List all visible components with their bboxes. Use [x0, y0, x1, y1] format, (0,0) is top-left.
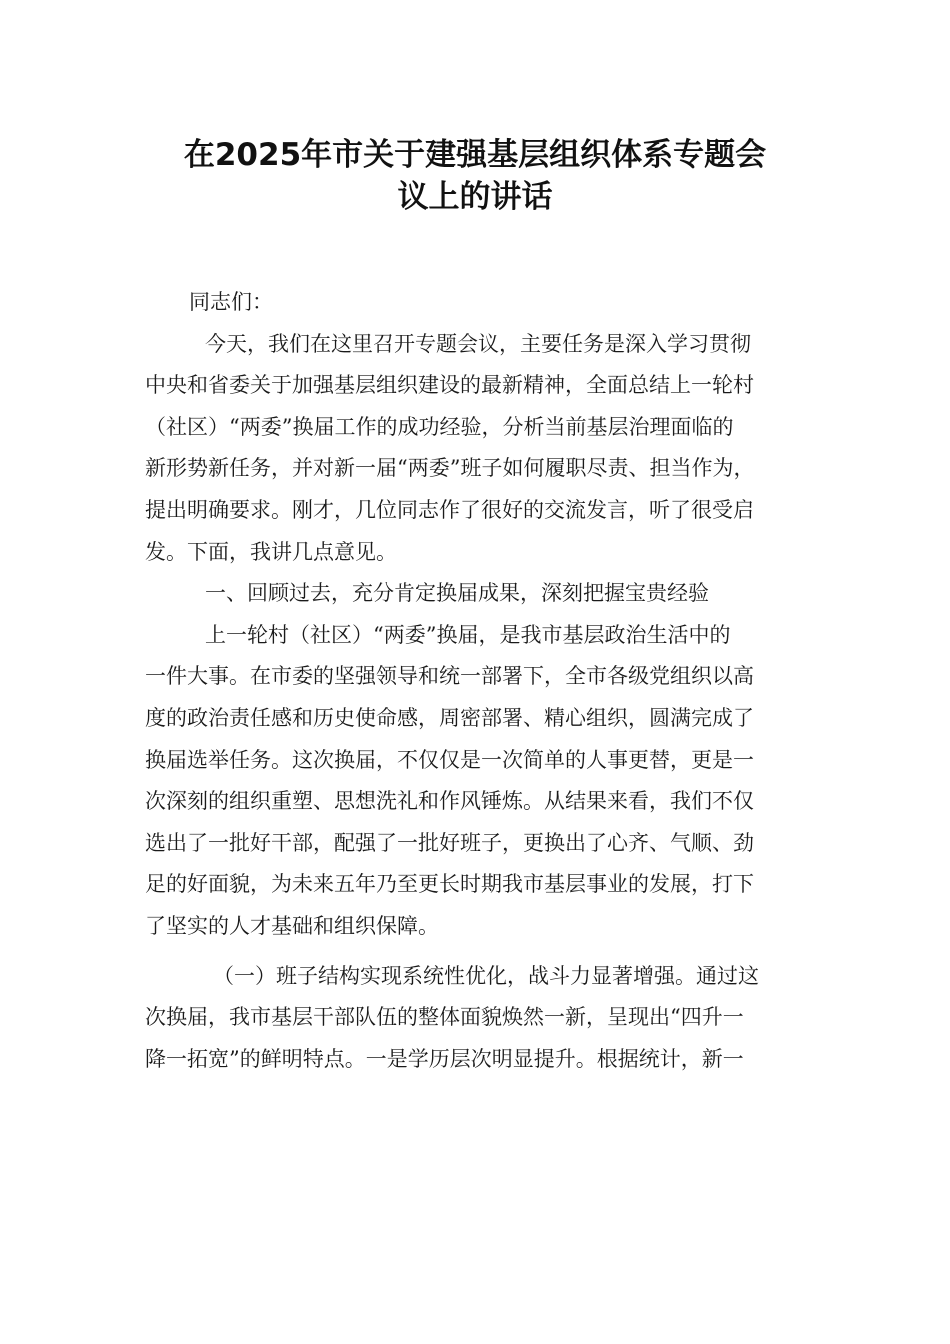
- paragraph-line: 度的政治责任感和历史使命感，周密部署、精心组织，圆满完成了: [145, 705, 754, 730]
- greeting: 同志们：: [189, 290, 273, 314]
- document-body: [145, 282, 823, 1080]
- document-title: [120, 130, 830, 213]
- title-line-2: 议上的讲话: [397, 178, 553, 215]
- paragraph-intro: [145, 324, 823, 574]
- paragraph-review: [145, 615, 823, 948]
- title-line-1: 在2025年市关于建强基层组织体系专题会: [183, 137, 767, 173]
- paragraph-line: 中央和省委关于加强基层组织建设的最新精神，全面总结上一轮村: [145, 373, 754, 398]
- paragraph-line: 次深刻的组织重塑、思想洗礼和作风锤炼。从结果来看，我们不仅: [145, 789, 754, 814]
- paragraph-structure: [145, 956, 823, 1081]
- paragraph-line: 了坚实的人才基础和组织保障。: [145, 913, 439, 938]
- paragraph-line: 发。下面，我讲几点意见。: [145, 539, 397, 564]
- spacer: [145, 948, 823, 956]
- paragraph-line: 降一拓宽”的鲜明特点。一是学历层次明显提升。根据统计，新一: [145, 1046, 744, 1071]
- paragraph-line: 今天，我们在这里召开专题会议，主要任务是深入学习贯彻: [205, 331, 751, 356]
- paragraph-line: 提出明确要求。刚才，几位同志作了很好的交流发言，听了很受启: [145, 497, 754, 522]
- paragraph-line: 一件大事。在市委的坚强领导和统一部署下，全市各级党组织以高: [145, 664, 754, 689]
- paragraph-line: 新形势新任务，并对新一届“两委”班子如何履职尽责、担当作为，: [145, 456, 755, 481]
- paragraph-line: 次换届，我市基层干部队伍的整体面貌焕然一新，呈现出“四升一: [145, 1005, 744, 1030]
- paragraph-line: （社区）“两委”换届工作的成功经验，分析当前基层治理面临的: [145, 414, 734, 439]
- paragraph-line: （一）班子结构实现系统性优化，战斗力显著增强。通过这: [213, 963, 759, 988]
- paragraph-line: 选出了一批好干部，配强了一批好班子，更换出了心齐、气顺、劲: [145, 830, 754, 855]
- section-heading: 一、回顾过去，充分肯定换届成果，深刻把握宝贵经验: [205, 581, 709, 606]
- paragraph-line: 足的好面貌，为未来五年乃至更长时期我市基层事业的发展，打下: [145, 872, 754, 897]
- paragraph-line: 换届选举任务。这次换届，不仅仅是一次简单的人事更替，更是一: [145, 747, 754, 772]
- paragraph-line: 上一轮村（社区）“两委”换届，是我市基层政治生活中的: [205, 622, 731, 647]
